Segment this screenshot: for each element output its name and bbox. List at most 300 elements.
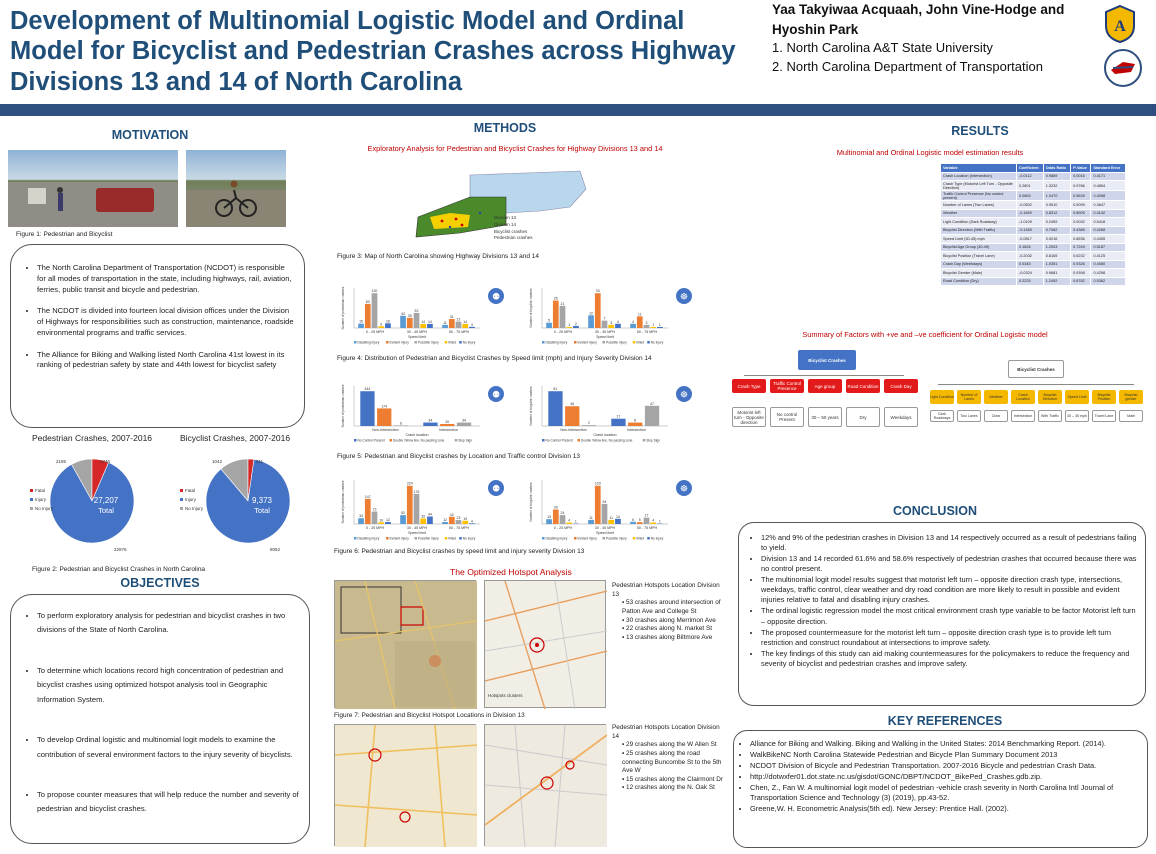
flowchart-negative xyxy=(928,360,1144,430)
table-cell: Speed Limit (30-45) mph xyxy=(941,235,1017,244)
fc-mid-node: Traffic Control Presence xyxy=(770,379,804,393)
column-header: Odds Ratio xyxy=(1043,164,1070,173)
bar-value-label: 11 xyxy=(443,320,447,325)
fc2-mid-node: Light Condition xyxy=(930,390,954,404)
fc2-low-node: Clear xyxy=(984,410,1008,422)
bar-value-label: 83 xyxy=(365,299,370,304)
bar xyxy=(644,325,650,328)
list-item: ▪ 13 crashes along Biltmore Ave xyxy=(622,634,724,643)
table-cell: Bicyclist Gender (Male) xyxy=(941,269,1017,278)
bike-pie-data-label: 8052 xyxy=(270,547,281,552)
fc-low-node: Motorist left turn - Opposite direction xyxy=(732,407,766,427)
fc-mid-node: Crash Day xyxy=(884,379,918,393)
table-cell: 0.8536 xyxy=(1071,235,1091,244)
bike-pie-title: Bicyclist Crashes, 2007-2016 xyxy=(180,433,291,443)
bar xyxy=(611,419,625,426)
bar xyxy=(423,423,437,426)
y-axis-title: Number of bicyclist crashes xyxy=(529,288,533,328)
bar-value-label: 24 xyxy=(560,511,565,516)
bar xyxy=(566,523,572,524)
table-cell: 0.3647 xyxy=(1091,201,1126,210)
ped-pie-legend-swatch xyxy=(30,489,33,492)
conclusion-box xyxy=(738,522,1146,706)
bar xyxy=(449,319,455,328)
bar-value-label: 17 xyxy=(616,414,621,419)
bar xyxy=(469,327,475,328)
bar xyxy=(588,520,594,524)
fc-mid-node: Age group xyxy=(808,379,842,393)
results-heading: RESULTS xyxy=(951,124,1009,138)
bar xyxy=(595,486,601,524)
category-tick-label: 0 - 25 MPH xyxy=(553,526,573,530)
bar xyxy=(400,515,406,524)
category-tick-label: 30 - 45 MPH xyxy=(406,330,428,334)
fc2-low-node: Travel Lane xyxy=(1092,410,1116,422)
table-cell: 0.6782 xyxy=(1071,277,1091,286)
bar xyxy=(358,324,364,328)
list-item: • WalkBikeNC North Carolina Statewide Pedestrian and Bicycle Plan Summary Document 2013 xyxy=(750,750,1141,760)
bar-value-label: 147 xyxy=(364,494,371,499)
table-cell: 0.4098 xyxy=(1091,191,1126,201)
bar xyxy=(456,322,462,328)
legend-label: Disabling Injury xyxy=(545,536,568,541)
fc2-low-node: Dark Roadways xyxy=(930,410,954,422)
bar xyxy=(377,408,391,426)
ped-pie-legend-label: No Injury xyxy=(35,506,54,511)
bar-value-label: 4 xyxy=(470,519,473,524)
bar-value-label: 1 xyxy=(652,322,655,327)
legend-label: Double Yellow line, No passing zone xyxy=(393,438,445,443)
table-cell: 0.4298 xyxy=(1091,269,1126,278)
table-cell: 0.9099 xyxy=(1071,201,1091,210)
bar-value-label: 39 xyxy=(553,505,558,510)
table-cell: 0.4080 xyxy=(1091,260,1126,269)
bar-value-label: 26 xyxy=(553,296,558,301)
legend-swatch xyxy=(354,341,357,344)
fc2-low-node: Intersection xyxy=(1011,410,1035,422)
legend-label: Evident Injury xyxy=(389,536,409,541)
legend-swatch xyxy=(386,537,389,540)
hotspot-map-4-icon xyxy=(485,725,607,847)
bar-value-label: 12 xyxy=(443,517,447,522)
table-cell: Crash Type (Motorist Left Turn - Opposite Direction) xyxy=(941,181,1017,191)
pedestrian-glyph: ⚉ xyxy=(491,390,501,401)
bar xyxy=(565,406,579,426)
list-item: ▪ 12 crashes along the N. Oak St xyxy=(622,784,724,793)
table-cell: 0.6232 xyxy=(1071,252,1091,261)
table-cell: 0.9216 xyxy=(1043,235,1070,244)
legend-label: No Control Present xyxy=(545,438,573,443)
bar-value-label: 54 xyxy=(602,499,607,504)
bar xyxy=(378,326,384,328)
bar xyxy=(644,518,650,524)
bike-pie-legend-swatch xyxy=(180,507,183,510)
table-cell: 0.7249 xyxy=(1071,243,1091,252)
chart-bike-speed-div14 xyxy=(528,282,698,346)
bar-value-label: 34 xyxy=(462,418,466,423)
bar-value-label: 6 xyxy=(380,322,383,327)
bar xyxy=(407,486,413,524)
legend-label: Stop Sign xyxy=(646,438,661,443)
bar xyxy=(420,519,426,524)
bicycle-glyph: ☸ xyxy=(679,484,689,495)
bar-value-label: 14 xyxy=(615,514,620,519)
bar xyxy=(637,522,643,524)
table-cell: 0.9326 xyxy=(1071,260,1091,269)
bar xyxy=(650,523,656,524)
x-axis-title: Speed limit xyxy=(596,335,614,339)
bar xyxy=(449,517,455,524)
list-item: • Division 13 and 14 recorded 61.6% and 58.6% respectively of pedestrian crashes that occurred because there was no control present. xyxy=(761,554,1137,574)
objectives-bullets xyxy=(11,609,299,817)
table-header-row xyxy=(941,164,1126,173)
bar xyxy=(615,519,621,524)
bar xyxy=(630,522,636,524)
fc-low-node: Weekdays xyxy=(884,407,918,427)
table-cell: 0.9398 xyxy=(1071,269,1091,278)
bar-value-label: 13 xyxy=(547,515,551,520)
legend-label: Possible Injury xyxy=(606,536,627,541)
bicycle-glyph: ☸ xyxy=(679,292,689,303)
legend-swatch xyxy=(578,439,581,442)
legend-item: Pedestrian crashes xyxy=(494,235,533,241)
motivation-bullets xyxy=(11,263,294,371)
list-item: ▪ 22 crashes along N. market St xyxy=(622,625,724,634)
category-tick-label: Non-Intersection xyxy=(372,428,399,432)
bar xyxy=(637,316,643,328)
bar xyxy=(442,325,448,328)
fc2-low-node: Male xyxy=(1119,410,1143,422)
bar xyxy=(462,324,468,328)
table-cell: Weather xyxy=(941,209,1017,218)
bike-pie-legend-label: Injury xyxy=(185,497,197,502)
bar-value-label: 23 xyxy=(456,516,461,521)
bar-value-label: 34 xyxy=(428,418,433,423)
bar-value-label: 176 xyxy=(413,489,420,494)
bar xyxy=(420,324,426,328)
legend-label: No Control Present xyxy=(357,438,385,443)
bar xyxy=(560,515,566,524)
bar xyxy=(628,423,642,426)
legend-swatch xyxy=(574,537,577,540)
header-divider-bar xyxy=(0,104,1156,116)
bike-pie-data-label: 211 xyxy=(256,459,264,464)
category-tick-label: 30 - 45 MPH xyxy=(594,330,616,334)
column-header: P-Value xyxy=(1071,164,1091,173)
bar-value-label: 2 xyxy=(574,321,577,326)
category-tick-label: 50 - 75 MPH xyxy=(636,330,658,334)
chart-ped-location-div13 xyxy=(340,380,510,444)
table-cell: 0.0345 xyxy=(1017,260,1044,269)
table-cell: 0.9889 xyxy=(1043,172,1070,181)
ped-pie-legend-label: Fatal xyxy=(35,488,46,493)
legend-swatch xyxy=(574,341,577,344)
bar-value-label: 5 xyxy=(548,318,550,323)
table-cell: 0.4268 xyxy=(1091,226,1126,235)
fc-connector xyxy=(744,375,904,376)
category-tick-label: 0 - 25 MPH xyxy=(365,526,385,530)
fc2-low-node: With Traffic xyxy=(1038,410,1062,422)
bar-value-label: 19 xyxy=(463,516,468,521)
table-row xyxy=(941,218,1126,227)
bike-pie-total: 9,373 xyxy=(251,496,273,505)
ped-pie-legend-swatch xyxy=(30,507,33,510)
ped-pie-legend-swatch xyxy=(30,498,33,501)
category-tick-label: Intersection xyxy=(439,428,458,432)
ped-pie-total-label: Total xyxy=(98,506,114,515)
list-item: • To determine which locations record high concentration of pedestrian and bicyclist crashes using optimized hotspot analysis tool in Geographic Information System. xyxy=(37,664,299,707)
y-axis-title: Number of pedestrian crashes xyxy=(341,480,345,524)
affiliation-2: 2. North Carolina Department of Transportation xyxy=(772,58,1043,74)
table-cell: 0.8312 xyxy=(1043,209,1070,218)
hotspot-map-3 xyxy=(334,724,476,846)
hotspot-map-2-icon xyxy=(485,581,607,709)
ped-pie-data-label: 1746 xyxy=(100,459,111,464)
chart-ped-speed-div13 xyxy=(340,474,510,542)
table-cell: 0.2459 xyxy=(1043,218,1070,227)
bar-value-label: 120 xyxy=(371,289,378,294)
bar-value-label: 1 xyxy=(574,519,577,524)
bar-value-label: 14 xyxy=(463,319,468,324)
table-cell: 0.0663 xyxy=(1017,191,1044,201)
bar-value-label: 6 xyxy=(399,421,402,426)
bar-value-label: 14 xyxy=(427,319,432,324)
bar-value-label: 7 xyxy=(603,316,606,321)
bar xyxy=(630,324,636,328)
table-cell: Number of Lanes (Two Lanes) xyxy=(941,201,1017,210)
bar xyxy=(582,425,596,426)
bar-value-label: 73 xyxy=(372,507,377,512)
table-cell: Road Condition (Dry) xyxy=(941,277,1017,286)
bar-value-label: 52 xyxy=(414,308,419,313)
list-item: • To perform exploratory analysis for pedestrian and bicyclist crashes in two divisions of the State of North Carolina. xyxy=(37,609,299,638)
table-cell: 1.0470 xyxy=(1043,191,1070,201)
bar xyxy=(414,494,420,524)
bar xyxy=(548,391,562,426)
flowchart-positive xyxy=(730,345,922,435)
bar xyxy=(365,304,371,328)
legend-swatch xyxy=(415,341,418,344)
table-cell: -0.1890 xyxy=(1017,209,1044,218)
bar xyxy=(566,327,572,328)
bar-value-label: 32 xyxy=(421,514,426,519)
list-item: ▪ 53 crashes around intersection of Patton Ave and College St xyxy=(622,599,724,616)
bar-value-label: 11 xyxy=(637,312,642,317)
table-cell: 0.4389 xyxy=(1071,226,1091,235)
fc-top-node: Bicyclist Crashes xyxy=(798,350,856,370)
table-cell: 0.8905 xyxy=(1071,209,1091,218)
fc2-mid-node: Speed Limit xyxy=(1065,390,1089,404)
objectives-heading: OBJECTIVES xyxy=(120,576,200,590)
table-cell: 0.0032 xyxy=(1071,218,1091,227)
bar-value-label: 21 xyxy=(560,301,565,306)
bar xyxy=(553,510,559,524)
bar-value-label: 6 xyxy=(632,517,634,522)
legend-swatch xyxy=(542,341,545,344)
bar-value-label: 1 xyxy=(658,322,661,327)
hotspot-map-1-icon xyxy=(335,581,477,709)
results-table xyxy=(940,163,1126,286)
methods-heading: METHODS xyxy=(473,121,537,135)
table-cell: 0.9681 xyxy=(1043,269,1070,278)
conclusion-bullets xyxy=(739,533,1137,669)
list-item: ▪ 15 crashes along the Clairmont Dr xyxy=(622,776,724,785)
pedestrian-glyph: ⚉ xyxy=(491,292,501,303)
bar xyxy=(615,324,621,328)
ped-pie-data-label: 22976 xyxy=(114,547,127,552)
table-cell: 0.4142 xyxy=(1091,209,1126,218)
hotspot-title: The Optimized Hotspot Analysis xyxy=(450,567,572,577)
legend-label: Evident Injury xyxy=(389,340,409,345)
legend-swatch xyxy=(386,341,389,344)
chart-ped-speed-div14 xyxy=(340,282,510,346)
legend-label: No injury xyxy=(462,536,476,541)
fc-mid-node: Crash Type xyxy=(732,379,766,393)
category-tick-label: 50 - 75 MPH xyxy=(448,526,470,530)
bike-pie-total-label: Total xyxy=(254,506,270,515)
bar-value-label: 4 xyxy=(568,518,571,523)
figure-2-caption: Figure 2: Pedestrian and Bicyclist Crashes in North Carolina xyxy=(32,566,206,573)
bar xyxy=(360,391,374,426)
legend-swatch xyxy=(390,439,393,442)
figure-6-caption: Figure 6: Pedestrian and Bicyclist crashes by speed limit and injury severity Division 13 xyxy=(334,548,585,555)
legend-label: Double Yellow line, No passing zone xyxy=(581,438,633,443)
bar xyxy=(372,512,378,524)
legend-label: Killed xyxy=(636,536,645,541)
bar-value-label: 46 xyxy=(570,402,575,407)
legend-label: Evident Injury xyxy=(577,536,597,541)
bar-value-label: 20 xyxy=(445,419,450,424)
table-cell: -0.0502 xyxy=(1017,201,1044,210)
affiliation-1: 1. North Carolina A&T State University xyxy=(772,40,993,56)
nc-map-legend xyxy=(494,215,533,242)
bar-value-label: 17 xyxy=(644,513,649,518)
references-list xyxy=(734,739,1141,814)
table-cell: -0.1450 xyxy=(1017,226,1044,235)
bar xyxy=(394,425,408,426)
motivation-heading: MOTIVATION xyxy=(111,128,189,142)
fc-low-node: No control Present xyxy=(770,407,804,427)
fc2-mid-node: Crash Location xyxy=(1011,390,1035,404)
bar xyxy=(595,293,601,328)
list-item: • 12% and 9% of the pedestrian crashes in Division 13 and 14 respectively occurred as a result of pedestrians failing to yield. xyxy=(761,533,1137,553)
table-cell: Crash Day (Weekdays) xyxy=(941,260,1017,269)
legend-swatch xyxy=(415,537,418,540)
column-header: Standard Error xyxy=(1091,164,1126,173)
bar xyxy=(427,516,433,524)
legend-item: Division 14 xyxy=(494,221,517,227)
bar-value-label: 1 xyxy=(658,519,661,524)
legend-label: Killed xyxy=(636,340,645,345)
category-tick-label: 50 - 75 MPH xyxy=(636,526,658,530)
legend-label: Killed xyxy=(448,340,457,345)
table-cell: -0.0817 xyxy=(1017,235,1044,244)
bar xyxy=(407,318,413,328)
references-box xyxy=(733,730,1148,848)
legend-label: Disabling Injury xyxy=(545,340,568,345)
bar-value-label: 2 xyxy=(587,421,590,426)
list-item: • The North Carolina Department of Transportation (NCDOT) is responsible for all modes of transportation in the state, including highways, rail, aviation, ferries, public transit and bicycle and pedestrian. xyxy=(37,263,294,295)
list-item: • The NCDOT is divided into fourteen local division offices under the Division of Highways for responsibilities such as construction, maintenance, roadside environmental programs and traffic services. xyxy=(37,306,294,338)
fc-low-node: 30 – 50 years xyxy=(808,407,842,427)
results-subtitle: Multinomial and Ordinal Logistic model estimation results xyxy=(836,148,1024,157)
table-row xyxy=(941,243,1126,252)
table-cell: 0.2801 xyxy=(1017,181,1044,191)
table-cell: 0.4455 xyxy=(1091,235,1126,244)
fc2-mid-node: Bicyclist gender xyxy=(1119,390,1143,404)
table-cell: 0.5362 xyxy=(1091,277,1126,286)
legend-swatch xyxy=(633,341,636,344)
bar-value-label: 4 xyxy=(470,322,473,327)
table-cell: 0.5418 xyxy=(1091,218,1126,227)
chart-bike-location-div13 xyxy=(528,380,698,444)
table-row xyxy=(941,277,1126,286)
bike-pie-legend-swatch xyxy=(180,489,183,492)
table-cell: -0.0112 xyxy=(1017,172,1044,181)
poster-title: Development of Multinomial Logistic Model and Ordinal Model for Bicyclist and Pedestrian Crashes across Highway Divisions 13 and 14 of North Carolina xyxy=(10,7,736,96)
table-cell: 0.8165 xyxy=(1043,252,1070,261)
bar-value-label: 12 xyxy=(589,311,593,316)
bar-value-label: 33 xyxy=(595,289,600,294)
bar-value-label: 5 xyxy=(638,518,641,523)
category-tick-label: 50 - 75 MPH xyxy=(448,330,470,334)
bar xyxy=(378,522,384,524)
table-row xyxy=(941,172,1126,181)
table-cell: 0.5187 xyxy=(1091,243,1126,252)
legend-item: Bicyclist crashes xyxy=(494,228,528,234)
bar xyxy=(442,522,448,524)
bar xyxy=(400,316,406,328)
street-scene-icon xyxy=(8,150,178,227)
fc-mid-node: Road Condition xyxy=(846,379,880,393)
list-item: • To develop Ordinal logistic and multinomial logit models to examine the contribution of several environment factors to the injury severity of bicyclists. xyxy=(37,733,299,762)
bar xyxy=(414,313,420,328)
hotspots-div13 xyxy=(612,582,724,642)
table-cell: Bicyclist Age Group (30-49) xyxy=(941,243,1017,252)
fc2-mid-node: Weather xyxy=(984,390,1008,404)
y-axis-title: Number of pedestrian crashes xyxy=(341,384,345,428)
bike-pie-legend-swatch xyxy=(180,498,183,501)
legend-swatch xyxy=(603,341,606,344)
legend-label: No injury xyxy=(650,536,664,541)
bar xyxy=(385,522,391,524)
bar xyxy=(560,306,566,328)
column-header: Variable xyxy=(941,164,1017,173)
legend-swatch xyxy=(445,341,448,344)
table-row xyxy=(941,235,1126,244)
table-cell: Light Condition (Dark Roadway) xyxy=(941,218,1017,227)
hotspots-div14-list xyxy=(622,741,724,793)
category-tick-label: 0 - 25 MPH xyxy=(553,330,573,334)
bar xyxy=(546,323,552,328)
bar-value-label: 4 xyxy=(616,319,619,324)
legend-label: Possible Injury xyxy=(418,340,439,345)
table-cell: -0.2032 xyxy=(1017,252,1044,261)
bar xyxy=(427,324,433,328)
bar-value-label: 3 xyxy=(645,320,648,325)
legend-swatch xyxy=(455,439,458,442)
bar xyxy=(457,423,471,426)
y-axis-title: Number of bicyclist crashes xyxy=(529,482,533,522)
table-cell: 0.7082 xyxy=(1043,226,1070,235)
bar xyxy=(553,301,559,328)
fc2-mid-node: Bicyclist Direction xyxy=(1038,390,1062,404)
bar-value-label: 81 xyxy=(553,387,558,392)
table-cell: -0.0324 xyxy=(1017,269,1044,278)
bar-value-label: 8 xyxy=(634,418,637,423)
x-axis-title: Speed limit xyxy=(408,335,426,339)
list-item: • To propose counter measures that will help reduce the number and severity of pedestrian and bicyclist crashes. xyxy=(37,788,299,817)
